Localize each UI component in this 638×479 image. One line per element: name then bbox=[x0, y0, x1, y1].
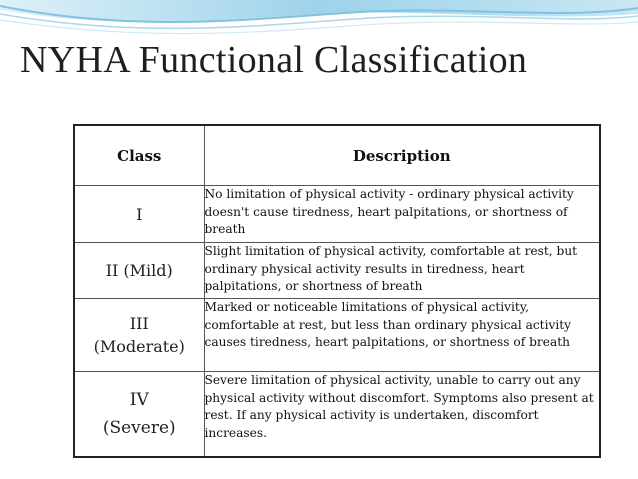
header-class: Class bbox=[74, 125, 204, 186]
slide-title: NYHA Functional Classification bbox=[20, 39, 528, 81]
class-cell bbox=[74, 186, 204, 243]
nyha-classification-table bbox=[73, 124, 601, 458]
class-sublabel: (Moderate) bbox=[93, 337, 185, 356]
description-cell-severe: Severe limitation of physical activity, unable to carry out any physical activity without discomfort. Symptoms also present at rest. If any physical activity is undertaken, discomfort increases. bbox=[204, 372, 600, 458]
table-row bbox=[74, 186, 600, 243]
description-cell: Marked or noticeable limitations of physical activity, comfortable at rest, but less than ordinary physical activity causes tiredness, heart palpitations, or shortness of breath bbox=[204, 299, 600, 372]
class-cell bbox=[74, 243, 204, 299]
class-cell-severe bbox=[74, 372, 204, 458]
description-cell: No limitation of physical activity - ordinary physical activity doesn't cause tiredness, heart palpitations, or shortness of breath bbox=[204, 186, 600, 243]
class-label: IV bbox=[129, 390, 149, 410]
class-label: I bbox=[136, 204, 143, 224]
table-row bbox=[74, 372, 600, 458]
table-row bbox=[74, 243, 600, 299]
table-row bbox=[74, 299, 600, 372]
header-description: Description bbox=[204, 125, 600, 186]
description-cell: Slight limitation of physical activity, comfortable at rest, but ordinary physical activity results in tiredness, heart palpitations, or shortness of breath bbox=[204, 243, 600, 299]
class-sublabel: (Severe) bbox=[102, 418, 176, 438]
class-label: II (Mild) bbox=[105, 261, 173, 280]
class-cell bbox=[74, 299, 204, 372]
table-header-row bbox=[74, 125, 600, 186]
class-label: III bbox=[129, 314, 149, 333]
